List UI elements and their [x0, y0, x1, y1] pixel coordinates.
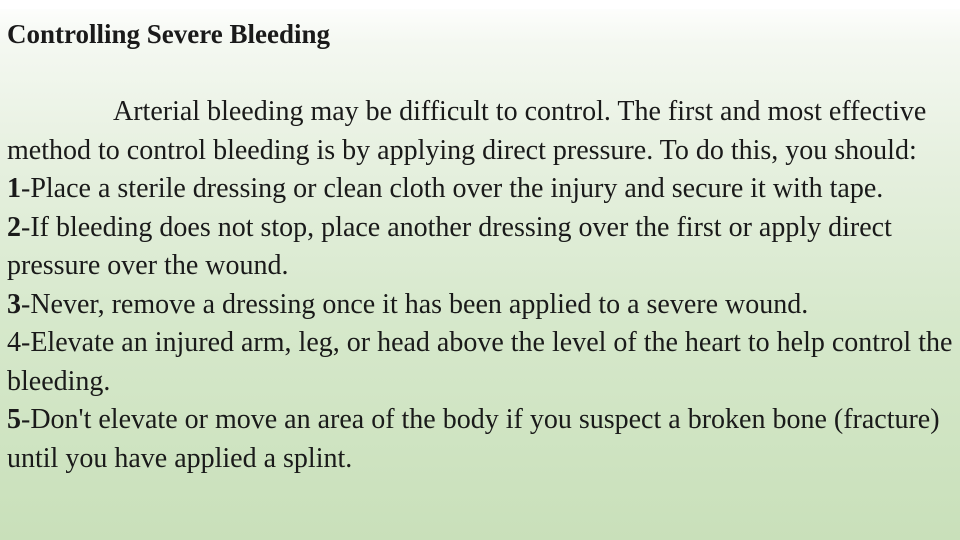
step-text: -Place a sterile dressing or clean cloth over the injury and secure it with tape. [21, 173, 884, 204]
slide-body [7, 93, 953, 478]
slide-title: Controlling Severe Bleeding [7, 19, 330, 49]
step-2 [7, 209, 953, 286]
step-4 [7, 324, 953, 401]
step-number: 4 [7, 327, 21, 358]
step-text: -Don't elevate or move an area of the body if you suspect a broken bone (fracture) until you have applied a splint. [7, 404, 940, 474]
step-number: 1 [7, 173, 21, 204]
step-5 [7, 401, 953, 478]
step-text: -If bleeding does not stop, place another dressing over the first or apply direct pressure over the wound. [7, 211, 892, 281]
intro-paragraph: Arterial bleeding may be difficult to control. The first and most effective method to control bleeding is by applying direct pressure. To do this, you should: [7, 96, 927, 166]
step-3 [7, 286, 953, 325]
step-1 [7, 170, 953, 209]
step-text: -Never, remove a dressing once it has been applied to a severe wound. [21, 288, 809, 320]
step-number: 5 [7, 404, 21, 435]
step-number: 3 [7, 288, 21, 320]
top-strip [0, 0, 960, 9]
step-number: 2 [7, 211, 21, 243]
step-text: -Elevate an injured arm, leg, or head above the level of the heart to help control the bleeding. [7, 327, 953, 397]
